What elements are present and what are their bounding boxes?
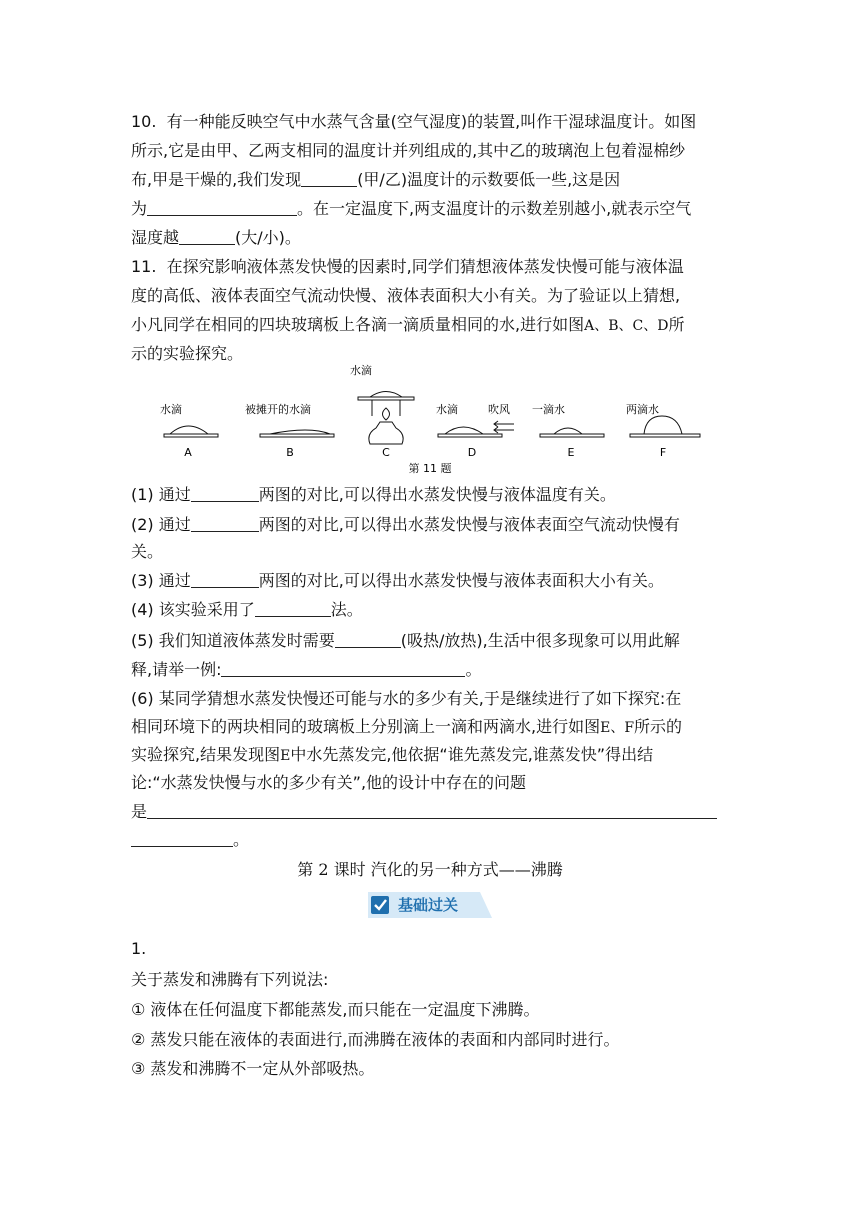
- wind-arrows: [494, 421, 514, 433]
- figure-letter-c: C: [382, 446, 390, 459]
- sub6-blank-2[interactable]: [131, 828, 233, 847]
- sub4-line: [131, 596, 731, 624]
- glass-plate-d: [438, 434, 502, 437]
- sub1-line: [131, 481, 731, 509]
- sub3-text-b: 两图的对比,可以得出水蒸发快慢与液体表面积大小有关。: [258, 571, 664, 590]
- water-drop-e: [554, 428, 582, 434]
- q10-blank-3[interactable]: [179, 226, 235, 245]
- sub5-text-a: (5) 我们知道液体蒸发时需要: [131, 631, 335, 650]
- figure-label-d: 水滴: [436, 403, 458, 416]
- sub6-blank-1[interactable]: [147, 800, 717, 819]
- sub1-blank[interactable]: [191, 483, 259, 502]
- figure-caption: 第 11 题: [408, 462, 452, 475]
- q10-line1: [131, 108, 731, 136]
- sub4-text-a: (4) 该实验采用了: [131, 600, 255, 619]
- sub2-line2: 关。: [131, 542, 164, 561]
- figure-letter-e: E: [567, 446, 575, 459]
- sub1-text-a: (1) 通过: [131, 485, 191, 504]
- figure-letter-b: B: [286, 446, 294, 459]
- q11-line3: [131, 311, 731, 340]
- q1-intro: 关于蒸发和沸腾有下列说法:: [131, 970, 329, 989]
- sub5-blank-1[interactable]: [335, 629, 401, 648]
- q10-text-3a: 布,甲是干燥的,我们发现: [131, 170, 302, 189]
- q10-line2: 所示,它是由甲、乙两支相同的温度计并列组成的,其中乙的玻璃泡上包着湿棉纱: [131, 141, 686, 160]
- sub5-line1: [131, 627, 731, 655]
- sub6-line6: [131, 826, 731, 854]
- q10-text-4b: 。在一定温度下,两支温度计的示数差别越小,就表示空气: [297, 199, 692, 218]
- q11-text-3a: 小凡同学在相同的四块玻璃板上各滴一滴质量相同的水,进行如图: [131, 315, 585, 334]
- q11-number: 11.: [131, 257, 157, 276]
- sub2-text-a: (2) 通过: [131, 515, 191, 534]
- sub6-text-b1: 相同环境下的两块相同的玻璃板上分别滴上一滴和两滴水,进行如图: [131, 717, 601, 736]
- q10-line3: [131, 166, 731, 194]
- q11-line2: 度的高低、液体表面空气流动快慢、液体表面积大小有关。为了验证以上猜想,: [131, 286, 681, 305]
- q1-item-2: ② 蒸发只能在液体的表面进行,而沸腾在液体的表面和内部同时进行。: [131, 1030, 620, 1049]
- sub2-text-b: 两图的对比,可以得出水蒸发快慢与液体表面空气流动快慢有: [258, 515, 680, 534]
- q10-line5: [131, 224, 731, 252]
- figure-letter-a: A: [184, 446, 192, 459]
- experiment-figure: [160, 362, 720, 478]
- figure-label-top: 水滴: [350, 364, 372, 377]
- sub1-text-b: 两图的对比,可以得出水蒸发快慢与液体温度有关。: [258, 485, 616, 504]
- sub5-text-b: (吸热/放热),生活中很多现象可以用此解: [400, 631, 680, 650]
- glass-plate-a: [164, 434, 218, 437]
- sub6-line4: 论:“水蒸发快慢与水的多少有关”,他的设计中存在的问题: [131, 773, 527, 792]
- q10-text-4a: 为: [131, 199, 148, 218]
- q11-line4: 示的实验探究。: [131, 344, 244, 363]
- sub6-figure-ref-e: E: [280, 748, 291, 764]
- figure-label-wind: 吹风: [488, 403, 510, 416]
- figure-label-f: 两滴水: [626, 403, 659, 416]
- checkbox-icon: [371, 896, 389, 914]
- sub5-blank-2[interactable]: [221, 658, 465, 677]
- q10-text-5a: 湿度越: [131, 228, 180, 247]
- sub6-line5: [131, 798, 731, 826]
- q10-line4: [131, 195, 731, 223]
- alcohol-lamp: [369, 422, 403, 444]
- water-drop-c: [370, 392, 402, 398]
- sub5-text-c: 释,请举一例:: [131, 660, 222, 679]
- q10-blank-1[interactable]: [301, 168, 357, 187]
- water-drop-f: [644, 416, 682, 434]
- sub6-text-e: 是: [131, 802, 148, 821]
- q1-item-3: ③ 蒸发和沸腾不一定从外部吸热。: [131, 1059, 375, 1078]
- figure-label-e: 一滴水: [532, 403, 565, 416]
- water-drop-a: [170, 426, 208, 434]
- q1-item-1: ① 液体在任何温度下都能蒸发,而只能在一定温度下沸腾。: [131, 1000, 540, 1019]
- glass-plate-c: [358, 397, 414, 400]
- q11-figure-ref: A、B、C、D: [584, 318, 669, 334]
- glass-plate-f: [630, 434, 700, 437]
- q11-line1: [131, 253, 731, 281]
- q11-text-1: 在探究影响液体蒸发快慢的因素时,同学们猜想液体蒸发快慢可能与液体温: [166, 257, 684, 276]
- sub6-line1: (6) 某同学猜想水蒸发快慢还可能与水的多少有关,于是继续进行了如下探究:在: [131, 689, 682, 708]
- sub4-blank[interactable]: [255, 598, 331, 617]
- sub3-line: [131, 567, 731, 595]
- sub4-text-b: 法。: [330, 600, 363, 619]
- lesson-title: 第 2 课时 汽化的另一种方式——沸腾: [297, 860, 563, 879]
- figure-letter-d: D: [467, 446, 477, 459]
- sub5-text-d: 。: [465, 660, 482, 679]
- sub3-blank[interactable]: [191, 569, 259, 588]
- sub5-line2: [131, 656, 731, 684]
- badge-label: 基础过关: [398, 896, 459, 914]
- glass-plate-e: [540, 434, 604, 437]
- q10-number: 10.: [131, 112, 157, 131]
- sub6-text-f: 。: [233, 830, 250, 849]
- q10-text-3b: (甲/乙)温度计的示数要低一些,这是因: [357, 170, 621, 189]
- sub6-line2: [131, 713, 731, 742]
- figure-label-b: 被摊开的水滴: [245, 403, 311, 416]
- water-drop-d: [445, 427, 483, 434]
- figure-letter-f: F: [659, 446, 667, 459]
- q10-blank-2[interactable]: [147, 197, 297, 216]
- sub6-figure-ref-ef: E、F: [600, 720, 635, 736]
- sub2-line1: [131, 511, 731, 539]
- flame: [383, 408, 390, 420]
- sub6-text-c3: 中水先蒸发完,他依据“谁先蒸发完,谁蒸发快”得出结: [290, 745, 654, 764]
- q11-text-3c: 所: [668, 315, 685, 334]
- glass-plate-b: [260, 434, 334, 437]
- q1-number: 1.: [131, 939, 147, 958]
- sub3-text-a: (3) 通过: [131, 571, 191, 590]
- sub6-line3: [131, 741, 731, 770]
- q10-text-1: 有一种能反映空气中水蒸气含量(空气湿度)的装置,叫作干湿球温度计。如图: [166, 112, 697, 131]
- sub2-blank[interactable]: [191, 513, 259, 532]
- spread-drop-b: [270, 430, 330, 434]
- sub6-text-b3: 所示的: [634, 717, 683, 736]
- figure-label-a: 水滴: [160, 403, 182, 416]
- sub6-text-c1: 实验探究,结果发现图: [131, 745, 281, 764]
- q10-text-5b: (大/小)。: [235, 228, 301, 247]
